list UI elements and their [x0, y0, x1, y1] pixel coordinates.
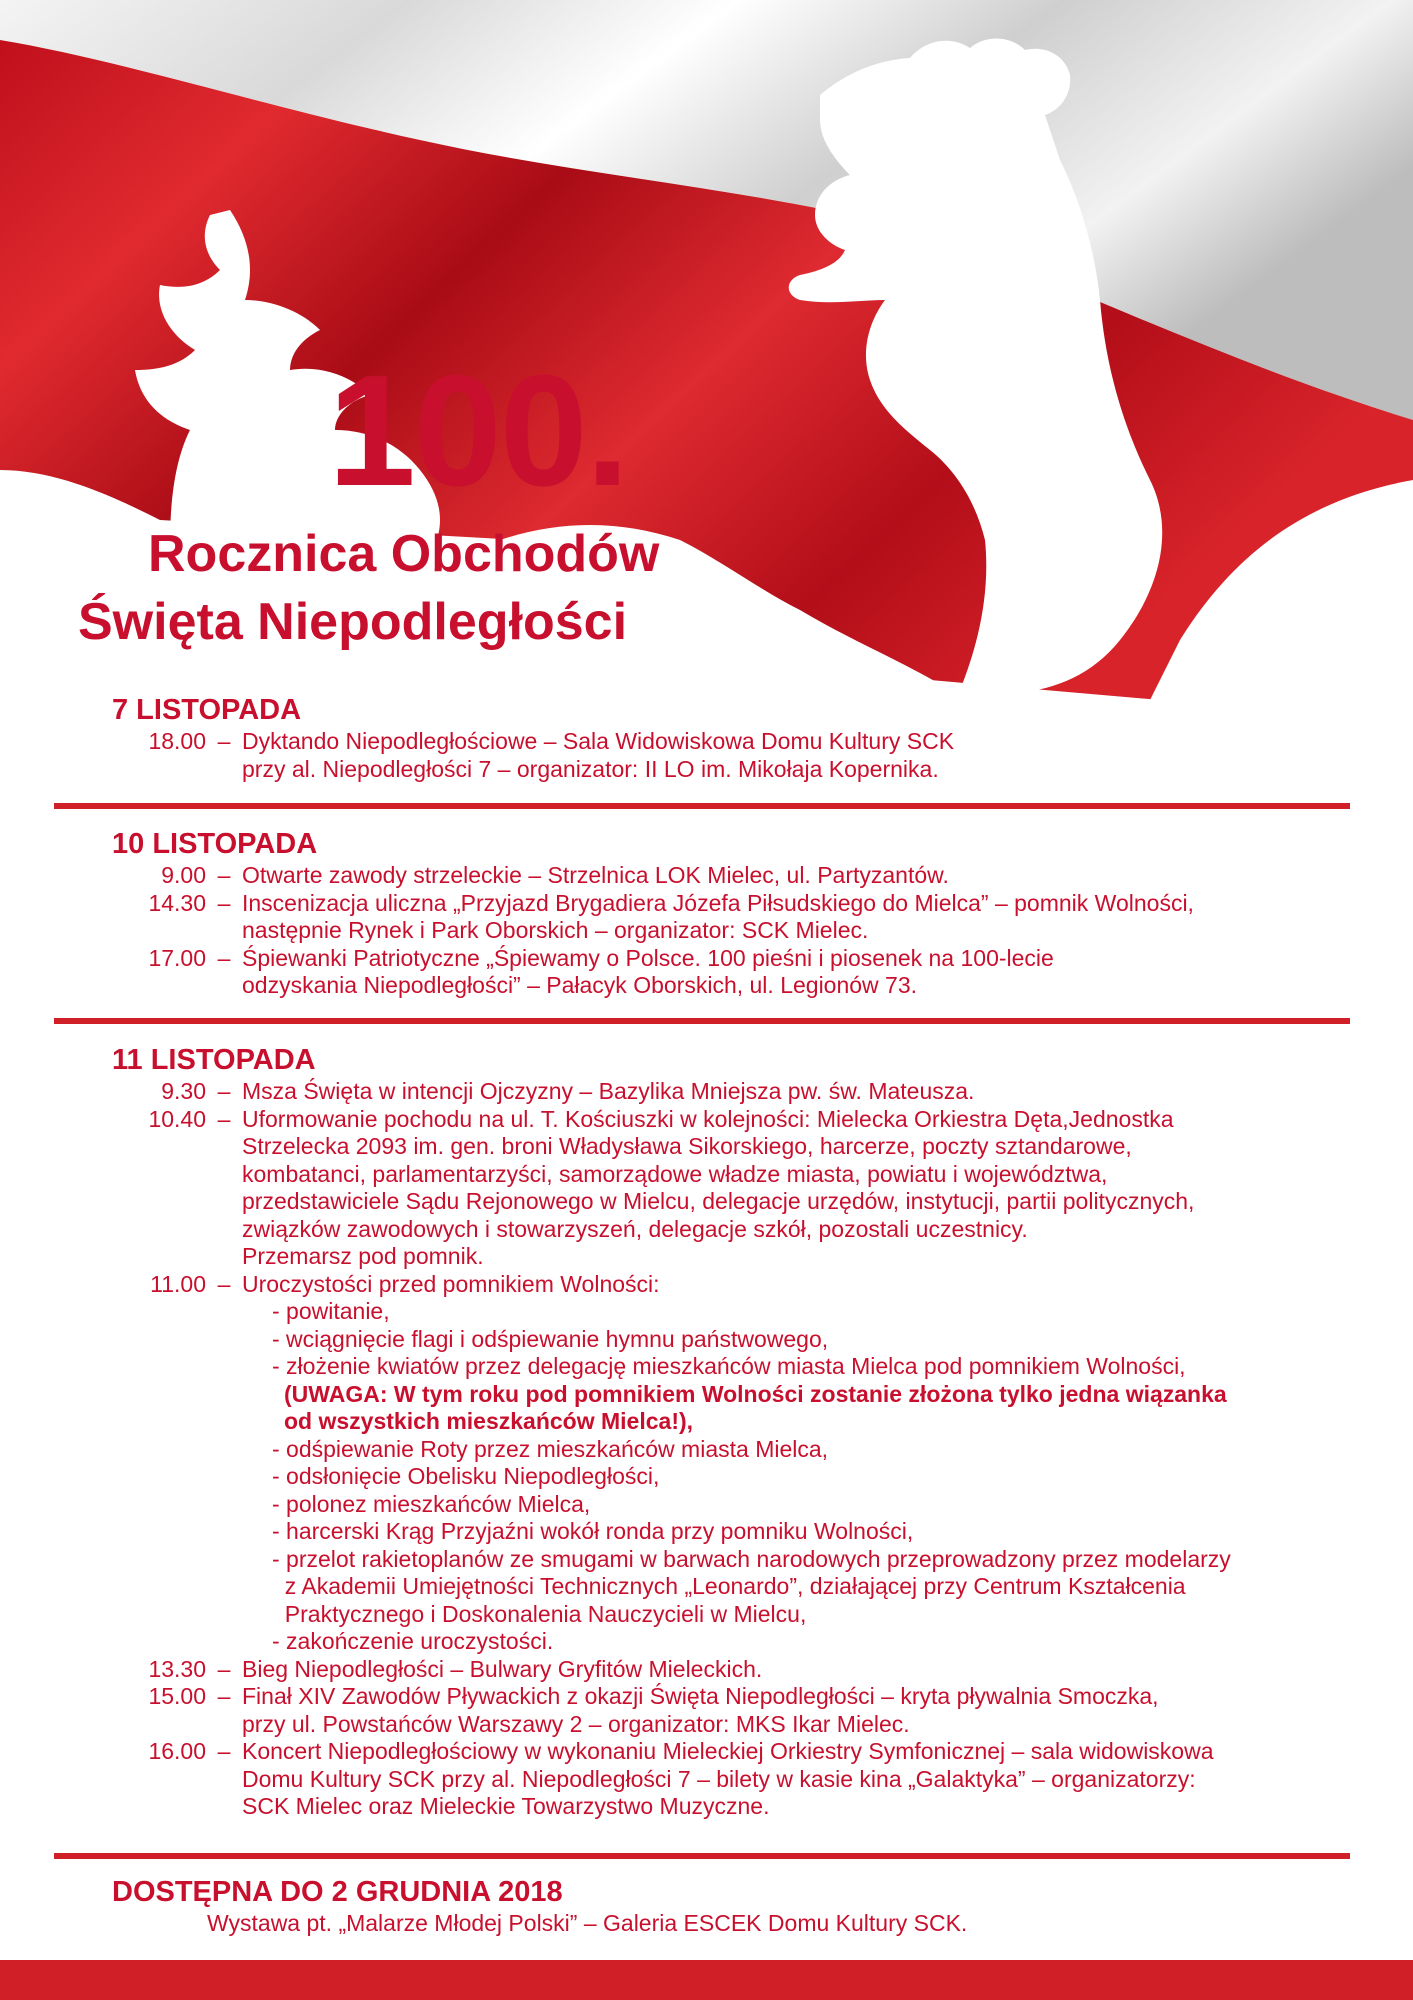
ceremony-item: - powitanie, — [272, 1298, 390, 1324]
entry-line: Dyktando Niepodległościowe – Sala Widowiskowa Domu Kultury SCK — [242, 728, 955, 754]
schedule-entry: 18.00 – Dyktando Niepodległościowe – Sala Widowiskowa Domu Kultury SCK przy al. Niepodległości 7 – organizator: II LO im. Mikołaja Kopernika. — [112, 728, 1352, 783]
section-exhibition — [112, 1874, 1352, 1938]
title-line-1: Rocznica Obchodów — [148, 525, 660, 583]
entry-line: odzyskania Niepodległości” – Pałacyk Oborskich, ul. Legionów 73. — [242, 972, 918, 998]
notice-line: od wszystkich mieszkańców Mielca!), — [284, 1408, 694, 1434]
entry-time: 9.30 — [161, 1078, 206, 1104]
section-10-listopada — [112, 826, 1352, 1000]
entry-time: 14.30 — [148, 889, 206, 916]
ceremony-item: - wciągnięcie flagi i odśpiewanie hymnu państwowego, — [272, 1325, 829, 1352]
ceremony-item: z Akademii Umiejętności Technicznych „Leonardo”, działającej przy Centrum Kształcenia — [272, 1573, 1186, 1599]
section-heading: 11 LISTOPADA — [112, 1044, 316, 1076]
ceremony-item: - odsłonięcie Obelisku Niepodległości, — [272, 1463, 660, 1489]
entry-line: Śpiewanki Patriotyczne „Śpiewamy o Polsce. 100 pieśni i piosenek na 100-lecie — [242, 944, 1054, 971]
entry-line: Inscenizacja uliczna „Przyjazd Brygadiera Józefa Piłsudskiego do Mielca” – pomnik Wolności, — [242, 889, 1194, 916]
entry-line: związków zawodowych i stowarzyszeń, delegacje szkół, pozostali uczestnicy. — [242, 1215, 1028, 1242]
entry-line: Przemarsz pod pomnik. — [242, 1243, 484, 1269]
ceremony-item: - przelot rakietoplanów ze smugami w barwach narodowych przeprowadzony przez modelarzy — [272, 1545, 1231, 1572]
entry-line: SCK Mielec oraz Mieleckie Towarzystwo Muzyczne. — [242, 1793, 770, 1819]
entry-time: 16.00 — [148, 1738, 206, 1764]
divider — [54, 803, 1350, 809]
entry-line: Finał XIV Zawodów Pływackich z okazji Święta Niepodległości – kryta pływalnia Smoczka, — [242, 1683, 1159, 1709]
entry-line: przedstawiciele Sądu Rejonowego w Mielcu, delegacje urzędów, instytucji, partii politycznych, — [242, 1188, 1195, 1214]
section-heading: 10 LISTOPADA — [112, 828, 318, 860]
notice-line: (UWAGA: W tym roku pod pomnikiem Wolności zostanie złożona tylko jedna wiązanka — [284, 1380, 1227, 1407]
entry-line: przy ul. Powstańców Warszawy 2 – organizator: MKS Ikar Mielec. — [242, 1710, 910, 1737]
entry-time: 9.00 — [161, 862, 206, 888]
schedule-entry: 11.00 – Uroczystości przed pomnikiem Wolności: - powitanie, - wciągnięcie flagi i odśpiewanie hymnu państwowego, - złożenie kwiatów przez delegację mieszkańców miasta Mielca pod pomnikiem Wolności, (UWAGA: W tym roku pod pomnikiem Wolności zostanie złożona tylko jedna wiązanka od wszystkich mieszkańców Mielca!), - odśpiewanie Roty przez mieszkańców miasta Mielca, - odsłonięcie Obelisku Niepodległości, - polonez mieszkańców Mielca, - harcerski Krąg Przyjaźni wokół ronda przy pomniku Wolności, - przelot rakietoplanów ze smugami w barwach narodowych przeprowadzony przez modelarzy z Akademii Umiejętności Technicznych „Leonardo”, działającej przy Centrum Kształcenia Praktycznego i Doskonalenia Nauczycieli w Mielcu, - zakończenie uroczystości. — [112, 1271, 1352, 1656]
schedule-entry: 15.00 – Finał XIV Zawodów Pływackich z okazji Święta Niepodległości – kryta pływalnia Smoczka, przy ul. Powstańców Warszawy 2 – organizator: MKS Ikar Mielec. — [112, 1683, 1352, 1738]
entry-time: 11.00 — [150, 1270, 206, 1297]
ceremony-item: - zakończenie uroczystości. — [272, 1628, 554, 1654]
entry-line: przy al. Niepodległości 7 – organizator: II LO im. Mikołaja Kopernika. — [242, 755, 939, 782]
entry-line: Strzelecka 2093 im. gen. broni Władysława Sikorskiego, harcerze, poczty sztandarowe, — [242, 1133, 1132, 1159]
schedule-entry: 10.40 – Uformowanie pochodu na ul. T. Kościuszki w kolejności: Mielecka Orkiestra Dęta,Jednostka Strzelecka 2093 im. gen. broni Władysława Sikorskiego, harcerze, poczty sztandarowe, kombatanci, parlamentarzyści, samorządowe władze miasta, powiatu i województwa, przedstawiciele Sądu Rejonowego w Mielcu, delegacje urzędów, instytucji, partii politycznych, związków zawodowych i stowarzyszeń, delegacje szkół, pozostali uczestnicy. Przemarsz pod pomnik. — [112, 1106, 1352, 1271]
schedule-entry: 13.30 – Bieg Niepodległości – Bulwary Gryfitów Mieleckich. — [112, 1656, 1352, 1684]
schedule-entry: 16.00 – Koncert Niepodległościowy w wykonaniu Mieleckiej Orkiestry Symfonicznej – sala widowiskowa Domu Kultury SCK przy al. Niepodległości 7 – bilety w kasie kina „Galaktyka” – organizatorzy: SCK Mielec oraz Mieleckie Towarzystwo Muzyczne. — [112, 1738, 1352, 1821]
ceremony-item: - polonez mieszkańców Mielca, — [272, 1490, 591, 1517]
entry-line: Msza Święta w intencji Ojczyzny – Bazylika Mniejsza pw. św. Mateusza. — [242, 1078, 975, 1104]
schedule-entry: 9.30 – Msza Święta w intencji Ojczyzny – Bazylika Mniejsza pw. św. Mateusza. — [112, 1078, 1352, 1106]
entry-line: Uroczystości przed pomnikiem Wolności: — [242, 1270, 660, 1297]
schedule-entry: 17.00 – Śpiewanki Patriotyczne „Śpiewamy o Polsce. 100 pieśni i piosenek na 100-lecie odzyskania Niepodległości” – Pałacyk Oborskich, ul. Legionów 73. — [112, 945, 1352, 1000]
exhibition-text: Wystawa pt. „Malarze Młodej Polski” – Galeria ESCEK Domu Kultury SCK. — [207, 1910, 968, 1936]
entry-line: Bieg Niepodległości – Bulwary Gryfitów Mieleckich. — [242, 1655, 763, 1682]
anniversary-number: 100. — [328, 343, 628, 519]
entry-line: Uformowanie pochodu na ul. T. Kościuszki w kolejności: Mielecka Orkiestra Dęta,Jednostka — [242, 1105, 1174, 1132]
divider — [54, 1853, 1350, 1859]
entry-line: kombatanci, parlamentarzyści, samorządowe władze miasta, powiatu i województwa, — [242, 1160, 1108, 1187]
entry-time: 18.00 — [148, 728, 206, 754]
entry-line: Koncert Niepodległościowy w wykonaniu Mieleckiej Orkiestry Symfonicznej – sala widowiskowa — [242, 1738, 1214, 1764]
schedule-entry: 9.00 – Otwarte zawody strzeleckie – Strzelnica LOK Mielec, ul. Partyzantów. — [112, 862, 1352, 890]
section-7-listopada — [112, 692, 1352, 783]
ceremony-item: - odśpiewanie Roty przez mieszkańców miasta Mielca, — [272, 1435, 829, 1462]
entry-line: następnie Rynek i Park Oborskich – organizator: SCK Mielec. — [242, 917, 869, 943]
bottom-bar — [0, 1960, 1413, 2000]
ceremony-item: Praktycznego i Doskonalenia Nauczycieli w Mielcu, — [272, 1600, 807, 1627]
entry-line: Otwarte zawody strzeleckie – Strzelnica LOK Mielec, ul. Partyzantów. — [242, 862, 949, 888]
title-line-2: Święta Niepodległości — [78, 593, 628, 651]
entry-time: 13.30 — [148, 1655, 206, 1682]
entry-time: 17.00 — [148, 944, 206, 971]
section-heading: 7 LISTOPADA — [112, 694, 302, 726]
schedule-entry: 14.30 – Inscenizacja uliczna „Przyjazd Brygadiera Józefa Piłsudskiego do Mielca” – pomnik Wolności, następnie Rynek i Park Oborskich – organizator: SCK Mielec. — [112, 890, 1352, 945]
entry-time: 10.40 — [148, 1105, 206, 1132]
section-heading: DOSTĘPNA DO 2 GRUDNIA 2018 — [112, 1876, 563, 1908]
entry-line: Domu Kultury SCK przy al. Niepodległości 7 – bilety w kasie kina „Galaktyka” – organizatorzy: — [242, 1765, 1196, 1792]
section-11-listopada — [112, 1042, 1352, 1821]
divider — [54, 1018, 1350, 1024]
entry-time: 15.00 — [148, 1683, 206, 1709]
ceremony-item: - harcerski Krąg Przyjaźni wokół ronda przy pomniku Wolności, — [272, 1518, 914, 1544]
ceremony-item: - złożenie kwiatów przez delegację mieszkańców miasta Mielca pod pomnikiem Wolności, — [272, 1353, 1186, 1379]
